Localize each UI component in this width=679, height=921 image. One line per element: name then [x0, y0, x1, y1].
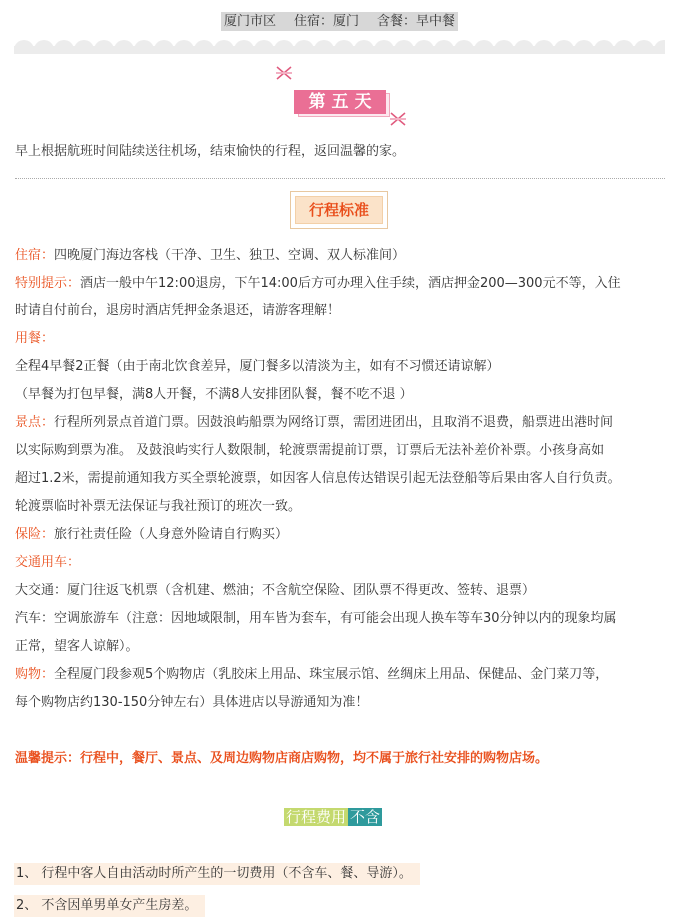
fee-item-1: 1、 行程中客人自由活动时所产生的一切费用（不含车、餐、导游）。 — [14, 863, 420, 885]
spot-text-1: 行程所列景点首道门票。因鼓浪屿船票为网络订票，需团进团出，且取消不退费，船票进出港时间 — [54, 415, 614, 430]
day-description: 早上根据航班时间陆续送往机场，结束愉快的行程，返回温馨的家。 — [15, 144, 406, 159]
tip-label: 特别提示： — [15, 276, 81, 291]
insurance-line — [15, 522, 667, 547]
day-title: 第五天 — [294, 90, 386, 114]
tip-text-1: 酒店一般中午12:00退房，下午14:00后方可办理入住手续，酒店押金200—300元不等，入住 — [80, 276, 621, 291]
transport-text-1: 大交通：厦门往返飞机票（含机建、燃油；不含航空保险、团队票不得更改、签转、退票） — [15, 583, 536, 598]
meal-label: 用餐： — [15, 331, 55, 346]
cross-stitch-icon — [276, 66, 292, 80]
header-info — [0, 10, 679, 29]
lodging-label: 住宿： — [15, 248, 55, 263]
spot-label: 景点： — [15, 415, 55, 430]
shopping-text-1: 全程厦门段参观5个购物店（乳胶床上用品、珠宝展示馆、丝绸床上用品、保健品、金门菜刀等， — [54, 667, 609, 682]
fee-title — [284, 806, 382, 828]
warm-tip: 温馨提示：行程中，餐厅、景点、及周边购物店商店购物，均不属于旅行社安排的购物店场。 — [15, 751, 549, 766]
transport-text-2: 汽车：空调旅游车（注意：因地域限制，用车皆为套车，有可能会出现人换车等车30分钟以内的现象均属 — [15, 611, 617, 626]
standard-title-block — [290, 191, 388, 229]
transport-label: 交通用车： — [15, 555, 81, 570]
header-meals: 含餐：早中餐 — [377, 14, 456, 29]
dotted-divider — [15, 178, 665, 179]
tip-line-1 — [15, 271, 667, 296]
fee-title-a: 行程费用 — [286, 808, 347, 826]
cross-stitch-icon — [390, 112, 406, 126]
meal-text-1: 全程4早餐2正餐（由于南北饮食差异，厦门餐多以清淡为主，如有不习惯还请谅解） — [15, 359, 500, 374]
insurance-text: 旅行社责任险（人身意外险请自行购买） — [54, 527, 289, 542]
shopping-label: 购物： — [15, 667, 55, 682]
lodging-line — [15, 243, 667, 268]
spot-text-2: 以实际购到票为准。 及鼓浪屿实行人数限制，轮渡票需提前订票，订票后无法补差价补票。小孩身高如 — [15, 443, 605, 458]
day-title-block — [0, 60, 679, 132]
shopping-line-1 — [15, 662, 667, 687]
meal-text-2: （早餐为打包早餐，满8人开餐，不满8人安排团队餐，餐不吃不退 ） — [15, 387, 413, 402]
header-info-box — [221, 12, 458, 31]
spot-line-1 — [15, 410, 667, 435]
tip-text-2: 时请自付前台，退房时酒店凭押金条退还，请游客理解！ — [15, 303, 341, 318]
fee-title-b: 不含 — [350, 808, 381, 826]
lodging-text: 四晚厦门海边客栈（干净、卫生、独卫、空调、双人标准间） — [54, 248, 406, 263]
transport-text-3: 正常，望客人谅解）。 — [15, 639, 139, 654]
spot-text-3: 超过1.2米，需提前通知我方买全票轮渡票，如因客人信息传达错误引起无法登船等后果由客人自行负责。 — [15, 471, 621, 486]
fee-item-2: 2、 不含因单男单女产生房差。 — [14, 895, 205, 917]
spot-text-4: 轮渡票临时补票无法保证与我社预订的班次一致。 — [15, 499, 302, 514]
header-place: 厦门市区 — [223, 14, 276, 29]
scallop-divider — [14, 38, 665, 58]
insurance-label: 保险： — [15, 527, 55, 542]
standard-title: 行程标准 — [295, 196, 383, 224]
shopping-text-2: 每个购物店约130-150分钟左右）具体进店以导游通知为准！ — [15, 695, 369, 710]
header-stay: 住宿：厦门 — [293, 14, 359, 29]
